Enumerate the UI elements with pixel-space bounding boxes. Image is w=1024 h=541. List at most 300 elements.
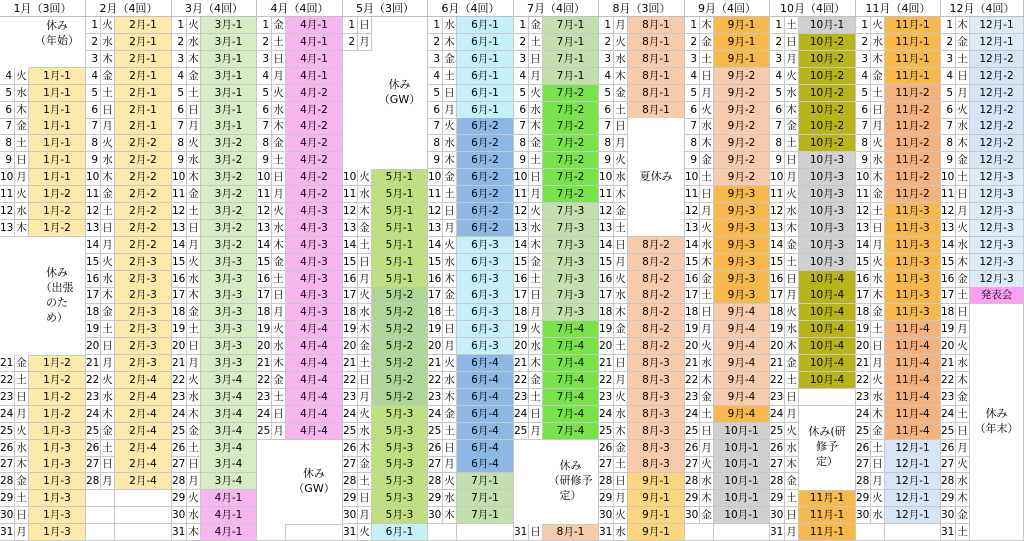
schedule-cell[interactable]: 7月-2: [543, 152, 599, 169]
schedule-cell[interactable]: 2月-3: [115, 304, 172, 321]
schedule-cell[interactable]: 10月-3: [799, 220, 856, 237]
schedule-cell[interactable]: 10月-2: [799, 51, 856, 68]
schedule-cell[interactable]: 1月-1: [29, 85, 86, 102]
schedule-cell[interactable]: 8月-1: [628, 51, 685, 68]
schedule-cell[interactable]: 11月-2: [885, 169, 941, 186]
schedule-cell[interactable]: 7月-3: [543, 304, 599, 321]
schedule-cell[interactable]: 7月-2: [543, 102, 599, 119]
schedule-cell[interactable]: 7月-4: [543, 389, 599, 406]
schedule-cell[interactable]: 6月-2: [457, 118, 514, 135]
schedule-cell[interactable]: 4月-2: [286, 152, 343, 169]
schedule-cell[interactable]: 9月-4: [714, 372, 770, 389]
schedule-cell[interactable]: 4月-4: [286, 406, 343, 423]
schedule-cell[interactable]: 7月-1: [543, 51, 599, 68]
schedule-cell[interactable]: 3月-1: [201, 17, 257, 34]
schedule-cell[interactable]: 9月-2: [714, 102, 770, 119]
schedule-cell[interactable]: 2月-2: [115, 152, 172, 169]
schedule-cell[interactable]: 3月-1: [201, 85, 257, 102]
schedule-cell[interactable]: 8月-1: [628, 68, 685, 85]
schedule-cell[interactable]: 10月-2: [799, 102, 856, 119]
schedule-cell[interactable]: 4月-2: [286, 169, 343, 186]
schedule-cell[interactable]: 9月-2: [714, 118, 770, 135]
schedule-cell[interactable]: 3月-2: [201, 169, 257, 186]
schedule-cell[interactable]: 11月-1: [799, 490, 856, 507]
schedule-cell[interactable]: 5月-3: [372, 507, 428, 524]
schedule-cell[interactable]: 2月-4: [115, 423, 172, 440]
schedule-cell[interactable]: 4月-1: [286, 17, 343, 34]
schedule-cell[interactable]: 12月-2: [970, 152, 1024, 169]
schedule-cell[interactable]: 7月-4: [543, 423, 599, 440]
schedule-cell[interactable]: 4月-3: [286, 220, 343, 237]
schedule-cell[interactable]: 2月-4: [115, 473, 172, 490]
schedule-cell[interactable]: 6月-1: [457, 68, 514, 85]
schedule-cell[interactable]: 3月-1: [201, 68, 257, 85]
schedule-cell[interactable]: 2月-1: [115, 85, 172, 102]
schedule-cell[interactable]: 3月-3: [201, 254, 257, 271]
schedule-cell[interactable]: 7月-3: [543, 254, 599, 271]
schedule-cell[interactable]: 10月-2: [799, 34, 856, 51]
schedule-cell[interactable]: 12月-1: [885, 490, 941, 507]
schedule-cell[interactable]: 6月-4: [457, 456, 514, 473]
schedule-cell[interactable]: 7月-1: [543, 68, 599, 85]
schedule-cell[interactable]: 2月-2: [115, 169, 172, 186]
schedule-cell[interactable]: 7月-2: [543, 135, 599, 152]
schedule-cell[interactable]: 1月-1: [29, 118, 86, 135]
schedule-cell[interactable]: 9月-3: [714, 237, 770, 254]
schedule-cell[interactable]: 10月-1: [714, 423, 770, 440]
schedule-cell[interactable]: 1月-1: [29, 169, 86, 186]
schedule-cell[interactable]: 4月-4: [286, 389, 343, 406]
schedule-cell[interactable]: 5月-1: [372, 220, 428, 237]
schedule-cell[interactable]: 4月-1: [201, 490, 257, 507]
schedule-cell[interactable]: 7月-2: [543, 186, 599, 203]
schedule-cell[interactable]: 4月-2: [286, 135, 343, 152]
schedule-cell[interactable]: 7月-1: [543, 17, 599, 34]
schedule-cell[interactable]: 1月-3: [29, 524, 86, 541]
schedule-cell[interactable]: 8月-3: [628, 355, 685, 372]
schedule-cell[interactable]: [799, 389, 856, 406]
schedule-cell[interactable]: 12月-3: [970, 203, 1024, 220]
schedule-cell[interactable]: 8月-2: [628, 338, 685, 355]
schedule-cell[interactable]: 10月-4: [799, 271, 856, 288]
schedule-cell[interactable]: 11月-1: [885, 51, 941, 68]
schedule-cell[interactable]: 10月-2: [799, 68, 856, 85]
schedule-cell[interactable]: 10月-1: [714, 507, 770, 524]
schedule-cell[interactable]: 1月-3: [29, 473, 86, 490]
schedule-cell[interactable]: 2月-4: [115, 372, 172, 389]
schedule-cell[interactable]: 6月-2: [457, 135, 514, 152]
schedule-cell[interactable]: 11月-2: [885, 186, 941, 203]
schedule-cell[interactable]: 7月-1: [457, 490, 514, 507]
schedule-cell[interactable]: 3月-3: [201, 338, 257, 355]
schedule-cell[interactable]: 8月-2: [628, 271, 685, 288]
schedule-cell[interactable]: 9月-4: [714, 406, 770, 423]
schedule-cell[interactable]: 5月-1: [372, 169, 428, 186]
schedule-cell[interactable]: 2月-3: [115, 355, 172, 372]
schedule-cell[interactable]: 6月-1: [372, 524, 428, 541]
schedule-cell[interactable]: 5月-3: [372, 423, 428, 440]
schedule-cell[interactable]: 2月-1: [115, 118, 172, 135]
schedule-cell[interactable]: 4月-3: [286, 254, 343, 271]
schedule-cell[interactable]: 3月-1: [201, 51, 257, 68]
schedule-cell[interactable]: 1月-3: [29, 456, 86, 473]
schedule-cell[interactable]: 5月-3: [372, 456, 428, 473]
schedule-cell[interactable]: 12月-2: [970, 118, 1024, 135]
schedule-cell[interactable]: 7月-4: [543, 338, 599, 355]
schedule-cell[interactable]: 3月-4: [201, 440, 257, 457]
schedule-cell[interactable]: 1月-2: [29, 372, 86, 389]
schedule-cell[interactable]: 11月-3: [885, 237, 941, 254]
schedule-cell[interactable]: 12月-1: [885, 507, 941, 524]
schedule-cell[interactable]: 9月-1: [714, 17, 770, 34]
schedule-cell[interactable]: 1月-1: [29, 102, 86, 119]
schedule-cell[interactable]: 9月-2: [714, 169, 770, 186]
schedule-cell[interactable]: 2月-1: [115, 102, 172, 119]
schedule-cell[interactable]: 12月-2: [970, 85, 1024, 102]
schedule-cell[interactable]: 8月-3: [628, 406, 685, 423]
schedule-cell[interactable]: 10月-3: [799, 152, 856, 169]
schedule-cell[interactable]: 7月-4: [543, 406, 599, 423]
schedule-cell[interactable]: 7月-2: [543, 169, 599, 186]
schedule-cell[interactable]: 9月-4: [714, 389, 770, 406]
schedule-cell[interactable]: 2月-4: [115, 440, 172, 457]
schedule-cell[interactable]: 6月-4: [457, 355, 514, 372]
schedule-cell[interactable]: 11月-3: [885, 287, 941, 304]
schedule-cell[interactable]: 3月-2: [201, 152, 257, 169]
schedule-cell[interactable]: 12月-3: [970, 220, 1024, 237]
schedule-cell[interactable]: 6月-2: [457, 169, 514, 186]
schedule-cell[interactable]: 9月-2: [714, 85, 770, 102]
schedule-cell[interactable]: 4月-3: [286, 271, 343, 288]
schedule-cell[interactable]: 3月-3: [201, 271, 257, 288]
schedule-cell[interactable]: 5月-3: [372, 406, 428, 423]
schedule-cell[interactable]: 1月-1: [29, 68, 86, 85]
schedule-cell[interactable]: 11月-3: [885, 271, 941, 288]
schedule-cell[interactable]: 6月-2: [457, 220, 514, 237]
schedule-cell[interactable]: 12月-2: [970, 135, 1024, 152]
schedule-cell[interactable]: 11月-1: [885, 68, 941, 85]
schedule-cell[interactable]: 3月-1: [201, 118, 257, 135]
schedule-cell[interactable]: 1月-2: [29, 355, 86, 372]
schedule-cell[interactable]: 11月-4: [885, 406, 941, 423]
schedule-cell[interactable]: 9月-2: [714, 68, 770, 85]
schedule-cell[interactable]: 12月-1: [885, 440, 941, 457]
schedule-cell[interactable]: 3月-4: [201, 406, 257, 423]
schedule-cell[interactable]: 10月-4: [799, 287, 856, 304]
schedule-cell[interactable]: 8月-1: [628, 34, 685, 51]
schedule-cell[interactable]: 5月-1: [372, 203, 428, 220]
schedule-cell[interactable]: 6月-4: [457, 440, 514, 457]
schedule-cell[interactable]: 12月-1: [885, 473, 941, 490]
schedule-cell[interactable]: 10月-4: [799, 304, 856, 321]
schedule-cell[interactable]: 1月-1: [29, 152, 86, 169]
schedule-cell[interactable]: 5月-2: [372, 372, 428, 389]
schedule-cell[interactable]: 11月-3: [885, 203, 941, 220]
schedule-cell[interactable]: 10月-2: [799, 118, 856, 135]
schedule-cell[interactable]: 12月-3: [970, 237, 1024, 254]
schedule-cell[interactable]: 2月-3: [115, 254, 172, 271]
schedule-cell[interactable]: 11月-1: [799, 507, 856, 524]
schedule-cell[interactable]: 7月-4: [543, 355, 599, 372]
schedule-cell[interactable]: 4月-3: [286, 237, 343, 254]
schedule-cell[interactable]: 4月-1: [286, 34, 343, 51]
schedule-cell[interactable]: 4月-3: [286, 203, 343, 220]
schedule-cell[interactable]: 11月-4: [885, 423, 941, 440]
schedule-cell[interactable]: 12月-2: [970, 68, 1024, 85]
schedule-cell[interactable]: 9月-3: [714, 220, 770, 237]
schedule-cell[interactable]: 3月-3: [201, 287, 257, 304]
schedule-cell[interactable]: 8月-3: [628, 372, 685, 389]
schedule-cell[interactable]: 2月-4: [115, 456, 172, 473]
schedule-cell[interactable]: 6月-4: [457, 389, 514, 406]
schedule-cell[interactable]: 9月-1: [628, 524, 685, 541]
schedule-cell[interactable]: 2月-2: [115, 220, 172, 237]
schedule-cell[interactable]: 5月-1: [372, 237, 428, 254]
schedule-cell[interactable]: 10月-1: [714, 440, 770, 457]
schedule-cell[interactable]: 4月-2: [286, 186, 343, 203]
schedule-cell[interactable]: 2月-2: [115, 203, 172, 220]
schedule-cell[interactable]: 6月-3: [457, 338, 514, 355]
schedule-cell[interactable]: 9月-2: [714, 135, 770, 152]
schedule-cell[interactable]: 9月-3: [714, 271, 770, 288]
schedule-cell[interactable]: 6月-2: [457, 152, 514, 169]
schedule-cell[interactable]: 5月-3: [372, 473, 428, 490]
schedule-cell[interactable]: 3月-2: [201, 237, 257, 254]
schedule-cell[interactable]: 9月-4: [714, 304, 770, 321]
schedule-cell[interactable]: 7月-3: [543, 237, 599, 254]
schedule-cell[interactable]: 7月-2: [543, 118, 599, 135]
schedule-cell[interactable]: 2月-3: [115, 321, 172, 338]
schedule-cell[interactable]: 1月-2: [29, 406, 86, 423]
schedule-cell[interactable]: 3月-4: [201, 456, 257, 473]
schedule-cell[interactable]: 10月-4: [799, 338, 856, 355]
schedule-cell[interactable]: 11月-3: [885, 220, 941, 237]
schedule-cell[interactable]: 7月-4: [543, 372, 599, 389]
schedule-cell[interactable]: 8月-2: [628, 321, 685, 338]
schedule-cell[interactable]: 4月-2: [286, 118, 343, 135]
schedule-cell[interactable]: 12月-3: [970, 254, 1024, 271]
schedule-cell[interactable]: 10月-4: [799, 372, 856, 389]
schedule-cell[interactable]: 2月-2: [115, 186, 172, 203]
schedule-cell[interactable]: 10月-1: [714, 473, 770, 490]
schedule-cell[interactable]: 4月-4: [286, 423, 343, 440]
schedule-cell[interactable]: 5月-2: [372, 304, 428, 321]
schedule-cell[interactable]: 11月-2: [885, 102, 941, 119]
schedule-cell[interactable]: 3月-1: [201, 34, 257, 51]
schedule-cell[interactable]: 12月-2: [970, 102, 1024, 119]
schedule-cell[interactable]: 9月-1: [628, 473, 685, 490]
schedule-cell[interactable]: 5月-3: [372, 440, 428, 457]
schedule-cell[interactable]: 10月-2: [799, 135, 856, 152]
schedule-cell[interactable]: 10月-4: [799, 355, 856, 372]
schedule-cell[interactable]: 3月-4: [201, 372, 257, 389]
schedule-cell[interactable]: 4月-1: [286, 51, 343, 68]
schedule-cell[interactable]: 4月-4: [286, 372, 343, 389]
schedule-cell[interactable]: 6月-1: [457, 51, 514, 68]
schedule-cell[interactable]: 11月-2: [885, 152, 941, 169]
schedule-cell[interactable]: 9月-4: [714, 321, 770, 338]
schedule-cell[interactable]: 8月-3: [628, 389, 685, 406]
schedule-cell[interactable]: 5月-2: [372, 389, 428, 406]
schedule-cell[interactable]: 3月-4: [201, 473, 257, 490]
schedule-cell[interactable]: 8月-1: [543, 524, 599, 541]
schedule-cell[interactable]: 9月-1: [714, 34, 770, 51]
schedule-cell[interactable]: 1月-1: [29, 135, 86, 152]
schedule-cell[interactable]: 12月-3: [970, 271, 1024, 288]
schedule-cell[interactable]: 6月-3: [457, 304, 514, 321]
schedule-cell[interactable]: 6月-1: [457, 102, 514, 119]
schedule-cell[interactable]: 4月-4: [286, 338, 343, 355]
schedule-cell[interactable]: 11月-2: [885, 135, 941, 152]
schedule-cell[interactable]: 12月-1: [970, 34, 1024, 51]
schedule-cell[interactable]: 10月-3: [799, 254, 856, 271]
schedule-cell[interactable]: 2月-2: [115, 237, 172, 254]
schedule-cell[interactable]: 3月-3: [201, 321, 257, 338]
schedule-cell[interactable]: 11月-2: [885, 118, 941, 135]
schedule-cell[interactable]: 8月-1: [628, 85, 685, 102]
schedule-cell[interactable]: 発表会: [970, 287, 1024, 304]
schedule-cell[interactable]: 5月-2: [372, 287, 428, 304]
schedule-cell[interactable]: 11月-1: [799, 524, 856, 541]
schedule-cell[interactable]: 12月-2: [970, 51, 1024, 68]
schedule-cell[interactable]: 8月-3: [628, 440, 685, 457]
schedule-cell[interactable]: 8月-2: [628, 287, 685, 304]
schedule-cell[interactable]: 9月-1: [714, 51, 770, 68]
schedule-cell[interactable]: 2月-3: [115, 338, 172, 355]
schedule-cell[interactable]: 11月-4: [885, 338, 941, 355]
schedule-cell[interactable]: 7月-1: [543, 34, 599, 51]
schedule-cell[interactable]: 1月-3: [29, 490, 86, 507]
schedule-cell[interactable]: 1月-2: [29, 220, 86, 237]
schedule-cell[interactable]: 11月-1: [885, 17, 941, 34]
schedule-cell[interactable]: 9月-1: [628, 490, 685, 507]
schedule-cell[interactable]: 1月-2: [29, 186, 86, 203]
schedule-cell[interactable]: 8月-3: [628, 456, 685, 473]
schedule-cell[interactable]: 11月-4: [885, 372, 941, 389]
schedule-cell[interactable]: 5月-2: [372, 338, 428, 355]
schedule-cell[interactable]: 6月-3: [457, 237, 514, 254]
schedule-cell[interactable]: 10月-4: [799, 321, 856, 338]
schedule-cell[interactable]: 2月-1: [115, 34, 172, 51]
schedule-cell[interactable]: 8月-1: [628, 102, 685, 119]
schedule-cell[interactable]: 3月-3: [201, 304, 257, 321]
schedule-cell[interactable]: 2月-1: [115, 51, 172, 68]
schedule-cell[interactable]: 1月-2: [29, 389, 86, 406]
schedule-cell[interactable]: 11月-3: [885, 304, 941, 321]
schedule-cell[interactable]: 6月-2: [457, 186, 514, 203]
schedule-cell[interactable]: 5月-3: [372, 490, 428, 507]
schedule-cell[interactable]: 10月-1: [714, 456, 770, 473]
schedule-cell[interactable]: 4月-2: [286, 102, 343, 119]
schedule-cell[interactable]: 9月-3: [714, 287, 770, 304]
schedule-cell[interactable]: 12月-3: [970, 169, 1024, 186]
schedule-cell[interactable]: 6月-2: [457, 203, 514, 220]
schedule-cell[interactable]: 9月-3: [714, 186, 770, 203]
schedule-cell[interactable]: 6月-3: [457, 321, 514, 338]
schedule-cell[interactable]: 5月-1: [372, 186, 428, 203]
schedule-cell[interactable]: 5月-1: [372, 254, 428, 271]
schedule-cell[interactable]: 1月-3: [29, 507, 86, 524]
schedule-cell[interactable]: 12月-1: [970, 17, 1024, 34]
schedule-cell[interactable]: 4月-3: [286, 287, 343, 304]
schedule-cell[interactable]: 2月-3: [115, 271, 172, 288]
schedule-cell[interactable]: 1月-2: [29, 203, 86, 220]
schedule-cell[interactable]: 6月-3: [457, 271, 514, 288]
schedule-cell[interactable]: 9月-4: [714, 355, 770, 372]
schedule-cell[interactable]: 11月-4: [885, 355, 941, 372]
schedule-cell[interactable]: 9月-3: [714, 203, 770, 220]
schedule-cell[interactable]: 10月-3: [799, 169, 856, 186]
schedule-cell[interactable]: 3月-2: [201, 135, 257, 152]
schedule-cell[interactable]: 9月-1: [628, 507, 685, 524]
schedule-cell[interactable]: 3月-4: [201, 389, 257, 406]
schedule-cell[interactable]: 9月-3: [714, 254, 770, 271]
schedule-cell[interactable]: 6月-4: [457, 406, 514, 423]
schedule-cell[interactable]: 4月-3: [286, 304, 343, 321]
schedule-cell[interactable]: 10月-3: [799, 237, 856, 254]
schedule-cell[interactable]: 10月-1: [799, 17, 856, 34]
schedule-cell[interactable]: 2月-4: [115, 389, 172, 406]
schedule-cell[interactable]: 6月-1: [457, 85, 514, 102]
schedule-cell[interactable]: 12月-1: [885, 456, 941, 473]
schedule-cell[interactable]: 4月-1: [201, 524, 257, 541]
schedule-cell[interactable]: 7月-4: [543, 321, 599, 338]
schedule-cell[interactable]: 9月-2: [714, 152, 770, 169]
schedule-cell[interactable]: 6月-1: [457, 34, 514, 51]
schedule-cell[interactable]: 2月-3: [115, 287, 172, 304]
schedule-cell[interactable]: 3月-2: [201, 186, 257, 203]
schedule-cell[interactable]: 11月-2: [885, 85, 941, 102]
schedule-cell[interactable]: 7月-1: [457, 507, 514, 524]
schedule-cell[interactable]: 8月-1: [628, 17, 685, 34]
schedule-cell[interactable]: 6月-3: [457, 254, 514, 271]
schedule-cell[interactable]: 10月-3: [799, 186, 856, 203]
schedule-cell[interactable]: 6月-4: [457, 372, 514, 389]
schedule-cell[interactable]: 10月-3: [799, 203, 856, 220]
schedule-cell[interactable]: 8月-3: [628, 423, 685, 440]
schedule-cell[interactable]: 11月-1: [885, 34, 941, 51]
schedule-cell[interactable]: 6月-4: [457, 423, 514, 440]
schedule-cell[interactable]: 3月-3: [201, 355, 257, 372]
schedule-cell[interactable]: 4月-1: [286, 68, 343, 85]
schedule-cell[interactable]: 7月-3: [543, 271, 599, 288]
schedule-cell[interactable]: 12月-3: [970, 186, 1024, 203]
schedule-cell[interactable]: 1月-3: [29, 423, 86, 440]
schedule-cell[interactable]: 7月-3: [543, 287, 599, 304]
schedule-cell[interactable]: 4月-4: [286, 355, 343, 372]
schedule-cell[interactable]: 7月-2: [543, 85, 599, 102]
schedule-cell[interactable]: 11月-4: [885, 321, 941, 338]
schedule-cell[interactable]: 4月-1: [201, 507, 257, 524]
schedule-cell[interactable]: 10月-2: [799, 85, 856, 102]
schedule-cell[interactable]: 8月-2: [628, 237, 685, 254]
schedule-cell[interactable]: 9月-4: [714, 338, 770, 355]
schedule-cell[interactable]: 3月-4: [201, 423, 257, 440]
schedule-cell[interactable]: 6月-1: [457, 17, 514, 34]
schedule-cell[interactable]: 2月-1: [115, 17, 172, 34]
schedule-cell[interactable]: 8月-2: [628, 304, 685, 321]
schedule-cell[interactable]: 2月-4: [115, 406, 172, 423]
schedule-cell[interactable]: 4月-4: [286, 321, 343, 338]
schedule-cell[interactable]: 3月-2: [201, 203, 257, 220]
schedule-cell[interactable]: 11月-3: [885, 254, 941, 271]
schedule-cell[interactable]: 7月-3: [543, 220, 599, 237]
schedule-cell[interactable]: 5月-2: [372, 321, 428, 338]
schedule-cell[interactable]: 7月-3: [543, 203, 599, 220]
schedule-cell[interactable]: 7月-1: [457, 473, 514, 490]
schedule-cell[interactable]: 1月-3: [29, 440, 86, 457]
schedule-cell[interactable]: 11月-4: [885, 389, 941, 406]
